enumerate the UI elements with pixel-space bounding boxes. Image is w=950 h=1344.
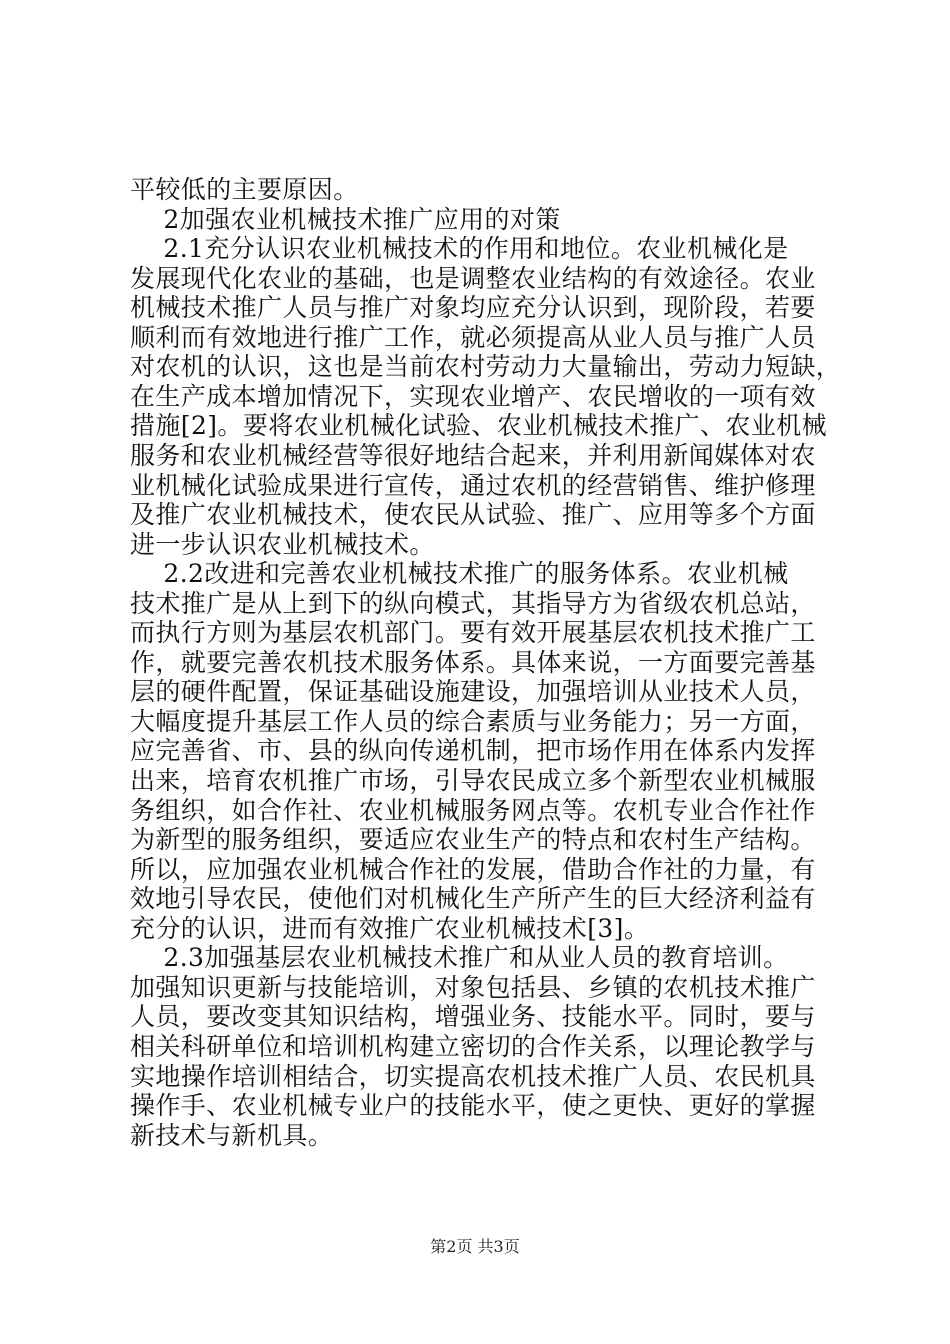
text-line: 层的硬件配置，保证基础设施建设，加强培训从业技术人员， [130, 677, 816, 707]
text-line: 对农机的认识，这也是当前农村劳动力大量输出，劳动力短缺， [130, 352, 842, 382]
text-line: 充分的认识，进而有效推广农业机械技术[3]。 [130, 913, 650, 943]
text-line: 实地操作培训相结合，切实提高农机技术推广人员、农民机具 [130, 1061, 816, 1091]
text-line: 所以，应加强农业机械合作社的发展，借助合作社的力量，有 [130, 854, 816, 884]
text-line: 2.1充分认识农业机械技术的作用和地位。农业机械化是 [130, 234, 789, 264]
page-footer: 第2页 共3页 [430, 1237, 520, 1256]
text-line: 操作手、农业机械专业户的技能水平，使之更快、更好的掌握 [130, 1091, 816, 1121]
text-line: 2.3加强基层农业机械技术推广和从业人员的教育培训。 [130, 943, 789, 973]
text-line: 2加强农业机械技术推广应用的对策 [130, 204, 561, 234]
text-line: 业机械化试验成果进行宣传，通过农机的经营销售、维护修理 [130, 470, 816, 500]
text-line: 服务和农业机械经营等很好地结合起来，并利用新闻媒体对农 [130, 440, 816, 470]
text-line: 发展现代化农业的基础，也是调整农业结构的有效途径。农业 [130, 263, 816, 293]
text-line: 相关科研单位和培训机构建立密切的合作关系，以理论教学与 [130, 1031, 816, 1061]
text-line: 效地引导农民，使他们对机械化生产所产生的巨大经济利益有 [130, 884, 816, 914]
text-line: 顺利而有效地进行推广工作，就必须提高从业人员与推广人员 [130, 322, 816, 352]
text-line: 2.2改进和完善农业机械技术推广的服务体系。农业机械 [130, 559, 789, 589]
text-line: 应完善省、市、县的纵向传递机制，把市场作用在体系内发挥 [130, 736, 816, 766]
text-line: 人员，要改变其知识结构，增强业务、技能水平。同时，要与 [130, 1002, 816, 1032]
text-line: 机械技术推广人员与推广对象均应充分认识到，现阶段，若要 [130, 293, 816, 323]
text-line: 加强知识更新与技能培训，对象包括县、乡镇的农机技术推广 [130, 972, 816, 1002]
text-line: 新技术与新机具。 [130, 1120, 334, 1150]
text-line: 及推广农业机械技术，使农民从试验、推广、应用等多个方面 [130, 500, 816, 530]
text-line: 为新型的服务组织，要适应农业生产的特点和农村生产结构。 [130, 825, 816, 855]
text-line: 大幅度提升基层工作人员的综合素质与业务能力；另一方面， [130, 706, 816, 736]
text-line: 平较低的主要原因。 [130, 175, 359, 204]
text-line: 务组织，如合作社、农业机械服务网点等。农机专业合作社作 [130, 795, 816, 825]
text-line: 而执行方则为基层农机部门。要有效开展基层农机技术推广工 [130, 618, 816, 648]
text-line: 措施[2]。要将农业机械化试验、农业机械技术推广、农业机械 [130, 411, 828, 441]
text-line: 作，就要完善农机技术服务体系。具体来说，一方面要完善基 [130, 647, 816, 677]
text-line: 出来，培育农机推广市场，引导农民成立多个新型农业机械服 [130, 766, 816, 795]
text-line: 在生产成本增加情况下，实现农业增产、农民增收的一项有效 [130, 381, 816, 411]
text-line: 技术推广是从上到下的纵向模式，其指导方为省级农机总站， [130, 588, 816, 618]
text-line: 进一步认识农业机械技术。 [130, 529, 435, 559]
